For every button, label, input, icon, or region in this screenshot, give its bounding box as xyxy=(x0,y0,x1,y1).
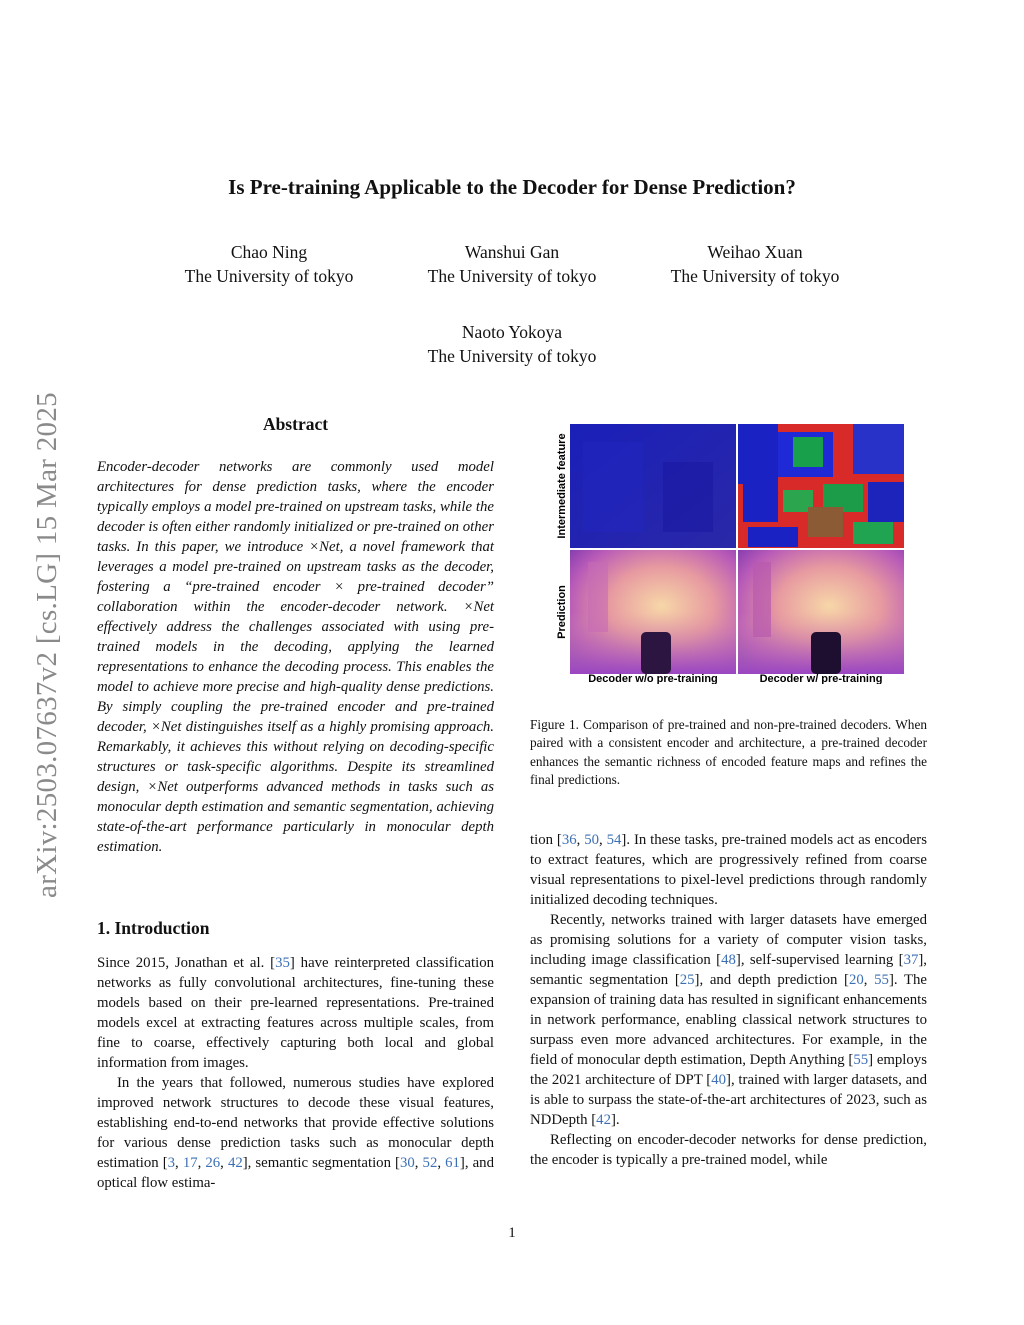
paragraph: Reflecting on encoder-decoder networks for dense prediction, the encoder is typically a pre-trained model, while xyxy=(530,1132,927,1168)
paper-title: Is Pre-training Applicable to the Decoder for Dense Prediction? xyxy=(228,175,796,199)
abstract-heading: Abstract xyxy=(262,414,329,434)
panel-prediction-with-pretraining xyxy=(738,550,904,674)
row-label: Prediction xyxy=(556,585,568,639)
citation-link[interactable]: 35 xyxy=(275,955,290,971)
intro-text xyxy=(97,953,494,1193)
author-affiliation: The University of tokyo xyxy=(184,266,354,286)
author-affiliation: The University of tokyo xyxy=(427,266,597,286)
citation-link[interactable]: 30 xyxy=(399,1155,415,1171)
citation-link[interactable]: 50 xyxy=(584,832,600,848)
author-affiliation: The University of tokyo xyxy=(670,266,840,286)
column-label: Decoder w/o pre-training xyxy=(588,673,718,684)
citation-link[interactable]: 48 xyxy=(721,952,736,968)
right-column-text xyxy=(530,830,927,1170)
citation-link[interactable]: 26 xyxy=(205,1155,221,1171)
panel-feature-with-pretraining xyxy=(738,424,904,548)
citation-link[interactable]: 17 xyxy=(182,1155,198,1171)
citation-link[interactable]: 40 xyxy=(711,1072,727,1088)
section-heading: 1. Introduction xyxy=(97,918,210,938)
paragraph: Since 2015, Jonathan et al. [35] have reinterpreted classification networks as fully convolutional architectures, fine-tuning these models based on their pre-learned representations. Pre-trained models excel at extracting features across multiple scales, from fine to coarse, effectively capturing both local and global information from images. xyxy=(97,955,494,1071)
author-name: Chao Ning xyxy=(230,242,308,262)
figure-graphic xyxy=(553,422,908,684)
author-block xyxy=(382,320,642,368)
abstract-paragraph: Encoder-decoder networks are commonly used model architectures for dense prediction tasks, where the encoder typically employs a model pre-trained on upstream tasks, while the decoder is often either randomly initialized or pre-trained on other tasks. In this paper, we introduce ×Net, a novel framework that leverages a model pre-trained on upstream tasks as the decoder, fostering a “pre-trained encoder × pre-trained decoder” collaboration within the encoder-decoder network. ×Net effectively address the challenges associated with using pre-trained models in the decoding, applying the learned representations to enhance the decoding process. This enables the model to achieve more precise and high-quality dense predictions. By simply coupling the pre-trained encoder and pre-trained decoder, ×Net distinguishes itself as a highly promising approach. Remarkably, it achieves this without relying on decoding-specific structures or task-specific algorithms. Despite its streamlined design, ×Net outperforms advanced methods in tasks such as monocular depth estimation and semantic segmentation, achieving state-of-the-art performance particularly in monocular depth estimation. xyxy=(97,459,494,855)
row-label: Intermediate feature xyxy=(556,433,568,539)
citation-link[interactable]: 20 xyxy=(848,972,864,988)
citation-link[interactable]: 42 xyxy=(596,1112,611,1128)
figure-caption: Figure 1. Comparison of pre-trained and non-pre-trained decoders. When paired with a consistent encoder and architecture, a pre-trained decoder enhances the semantic richness of encoded feature maps and refines the final predictions. xyxy=(530,717,927,787)
citation-link[interactable]: 37 xyxy=(903,952,919,968)
author-block xyxy=(382,240,642,288)
citation-link[interactable]: 61 xyxy=(445,1155,460,1171)
page-number: 1 xyxy=(508,1225,516,1241)
panel-prediction-without-pretraining xyxy=(570,550,736,674)
paragraph: Recently, networks trained with larger datasets have emerged as promising solutions for a variety of computer vision tasks, including image classification [48], self-supervised learning [37], semantic segmentation [25], and depth prediction [20, 55]. The expansion of training data has resulted in significant enhancements in network performance, enabling classical network structures to surpass even more advanced architectures. For example, in the field of monocular depth estimation, Depth Anything [55] employs the 2021 architecture of DPT [40], trained with larger datasets, and is able to surpass the state-of-the-art architectures of 2023, such as NDDepth [42]. xyxy=(530,912,927,1128)
citation-link[interactable]: 52 xyxy=(422,1155,438,1171)
paragraph: tion [36, 50, 54]. In these tasks, pre-trained models act as encoders to extract features, which are progressively refined from coarse visual representations to pixel-level predictions through randomly initialized decoding techniques. xyxy=(530,832,927,908)
author-name: Weihao Xuan xyxy=(707,242,803,262)
author-block xyxy=(139,240,399,288)
paragraph: In the years that followed, numerous studies have explored improved network structures to decode these visual features, establishing end-to-end networks that provide effective solutions for various dense prediction tasks such as monocular depth estimation [3, 17, 26, 42], semantic segmentation [30, 52, 61], and optical flow estima- xyxy=(97,1075,494,1191)
citation-link[interactable]: 42 xyxy=(227,1155,243,1171)
column-label: Decoder w/ pre-training xyxy=(759,673,883,684)
figure-1 xyxy=(553,422,908,684)
citation-link[interactable]: 25 xyxy=(679,972,695,988)
citation-link[interactable]: 54 xyxy=(606,832,622,848)
author-block xyxy=(625,240,885,288)
panel-feature-without-pretraining xyxy=(570,424,736,548)
citation-link[interactable]: 55 xyxy=(853,1052,869,1068)
abstract-text xyxy=(97,457,494,857)
citation-link[interactable]: 3 xyxy=(167,1155,176,1171)
author-name: Wanshui Gan xyxy=(464,242,560,262)
citation-link[interactable]: 36 xyxy=(561,832,577,848)
citation-link[interactable]: 55 xyxy=(874,972,889,988)
author-affiliation: The University of tokyo xyxy=(427,346,597,366)
arxiv-identifier: arXiv:2503.07637v2 [cs.LG] 15 Mar 2025 xyxy=(31,392,63,898)
author-name: Naoto Yokoya xyxy=(461,322,563,342)
